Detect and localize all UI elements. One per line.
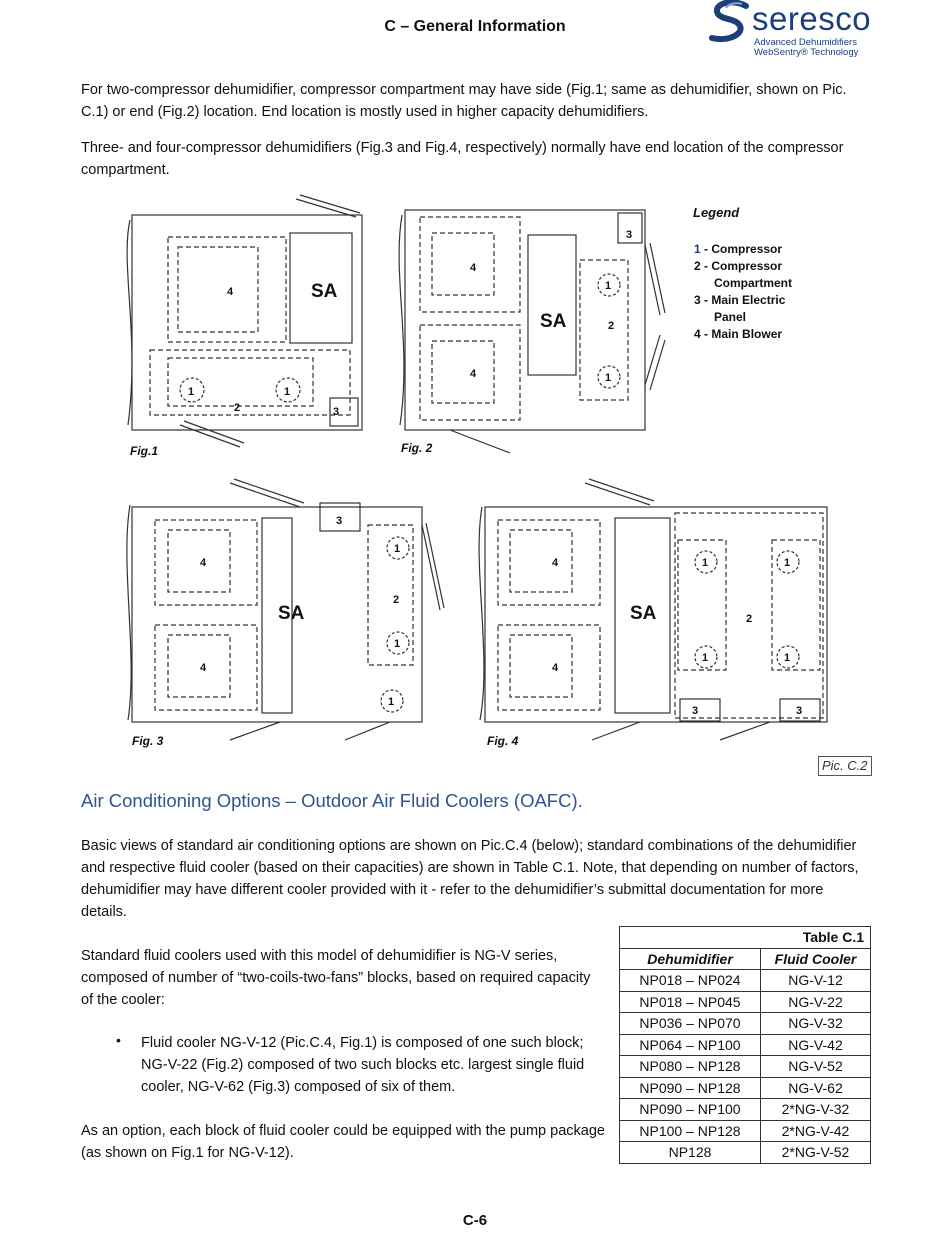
legend-item-3-cont: Panel [714,310,747,324]
svg-text:1: 1 [188,386,195,398]
svg-text:1: 1 [388,696,395,708]
svg-text:3: 3 [796,705,803,717]
svg-text:3: 3 [333,406,340,418]
svg-text:1: 1 [605,280,612,292]
table-cell: NG-V-62 [761,1077,871,1099]
table-cell: NP018 – NP024 [620,970,761,992]
seresco-logo [706,0,876,62]
svg-text:2: 2 [393,594,400,606]
fig1-diagram [127,195,362,447]
table-cell: NP018 – NP045 [620,991,761,1013]
table-cell: NP080 – NP128 [620,1056,761,1078]
section-heading: Air Conditioning Options – Outdoor Air Fluid Coolers (OAFC). [81,790,583,811]
section-paragraph-2: Standard fluid coolers used with this model of dehumidifier is NG-V series, composed of number of “two-coils-two-fans” blocks, based on required capacity of the cooler: [81,948,591,1008]
svg-text:4: 4 [470,368,477,380]
svg-text:1: 1 [784,652,791,664]
svg-text:2: 2 [234,402,241,414]
page-number: C-6 [462,1212,488,1229]
table-caption: Table C.1 [620,927,871,949]
fig2-label: Fig. 2 [401,441,433,455]
table-header-fluid-cooler: Fluid Cooler [761,948,871,970]
table-row [620,1142,871,1164]
sa-label-fig2: SA [540,311,567,332]
table-row [620,1099,871,1121]
sa-label-fig3: SA [278,603,305,624]
table-row [620,970,871,992]
svg-text:1: 1 [284,386,291,398]
table-header-dehumidifier: Dehumidifier [620,948,761,970]
table-cell: NG-V-42 [761,1034,871,1056]
intro-paragraph-2: Three- and four-compressor dehumidifiers (Fig.3 and Fig.4, respectively) normally have end location of the compressor compartment. [81,140,844,178]
legend-item-2: 2 - Compressor [694,259,783,273]
table-cell: NP090 – NP100 [620,1099,761,1121]
sa-label-fig1: SA [311,281,338,302]
fig4-label: Fig. 4 [487,734,519,748]
table-header-row [620,948,871,970]
section-paragraph-3: As an option, each block of fluid cooler could be equipped with the pump package (as shown on Fig.1 for NG-V-12). [81,1123,605,1161]
table-cell: 2*NG-V-42 [761,1120,871,1142]
table-row [620,1056,871,1078]
table-cell: NG-V-32 [761,1013,871,1035]
compressor-layout-figure [120,185,880,765]
table-cell: 2*NG-V-32 [761,1099,871,1121]
svg-text:1: 1 [702,557,709,569]
page-header-title: C – General Information [384,18,566,35]
table-cell: NG-V-12 [761,970,871,992]
svg-text:1: 1 [784,557,791,569]
svg-text:4: 4 [470,262,477,274]
legend-item-3: 3 - Main Electric [694,293,786,307]
legend-item-1: 1 - Compressor [694,242,783,256]
table-cell: NP064 – NP100 [620,1034,761,1056]
fig3-label: Fig. 3 [132,734,164,748]
bullet-text: Fluid cooler NG-V-12 (Pic.C.4, Fig.1) is composed of one such block; NG-V-22 (Fig.2) composed of two such blocks etc. largest single fluid cooler, NG-V-62 (Fig.3) composed of six of them. [141,1035,585,1095]
svg-text:4: 4 [552,662,559,674]
svg-text:3: 3 [626,229,633,241]
table-row [620,1013,871,1035]
svg-text:3: 3 [336,515,343,527]
svg-text:2: 2 [608,320,615,332]
table-cell: NP128 [620,1142,761,1164]
table-cell: 2*NG-V-52 [761,1142,871,1164]
table-row [620,991,871,1013]
fig2-diagram [399,210,665,453]
sa-label-fig4: SA [630,603,657,624]
legend-title: Legend [693,205,740,220]
fluid-cooler-table [619,926,871,1164]
legend-item-2-cont: Compartment [714,276,793,290]
table-cell: NP100 – NP128 [620,1120,761,1142]
svg-text:1: 1 [394,543,401,555]
svg-text:4: 4 [227,286,234,298]
logo-brand-text: seresco [752,0,872,37]
legend-item-4: 4 - Main Blower [694,327,783,341]
fig1-label: Fig.1 [130,444,159,458]
table-cell: NP036 – NP070 [620,1013,761,1035]
svg-text:4: 4 [552,557,559,569]
section-paragraph-1: Basic views of standard air conditioning options are shown on Pic.C.4 (below); standard combinations of the dehumidifier and respective fluid cooler (based on their capacities) are shown in Table C.1. Note, that depending on number of factors, dehumidifier may have different cooler provided with it - refer to the dehumidifier’s submittal documentation for more details. [81,838,859,920]
logo-tagline-2: WebSentry® Technology [754,47,859,58]
svg-text:1: 1 [702,652,709,664]
svg-text:3: 3 [692,705,699,717]
svg-text:4: 4 [200,557,207,569]
svg-text:1: 1 [394,638,401,650]
table-cell: NG-V-52 [761,1056,871,1078]
table-row [620,1077,871,1099]
table-row [620,1120,871,1142]
svg-text:2: 2 [746,613,753,625]
svg-text:4: 4 [200,662,207,674]
intro-paragraph-1: For two-compressor dehumidifier, compressor compartment may have side (Fig.1; same as dehumidifier, shown on Pic. C.1) or end (Fig.2) location. End location is mostly used in higher capacity dehumidifiers. [81,82,847,120]
table-row [620,1034,871,1056]
bullet-icon: • [116,1032,121,1048]
figure-caption: Pic. C.2 [818,756,872,776]
table-cell: NG-V-22 [761,991,871,1013]
svg-text:1: 1 [605,372,612,384]
legend-list [694,241,792,343]
table-cell: NP090 – NP128 [620,1077,761,1099]
logo-swoosh-icon [706,0,752,44]
logo-tagline-1: Advanced Dehumidifiers [754,37,857,48]
